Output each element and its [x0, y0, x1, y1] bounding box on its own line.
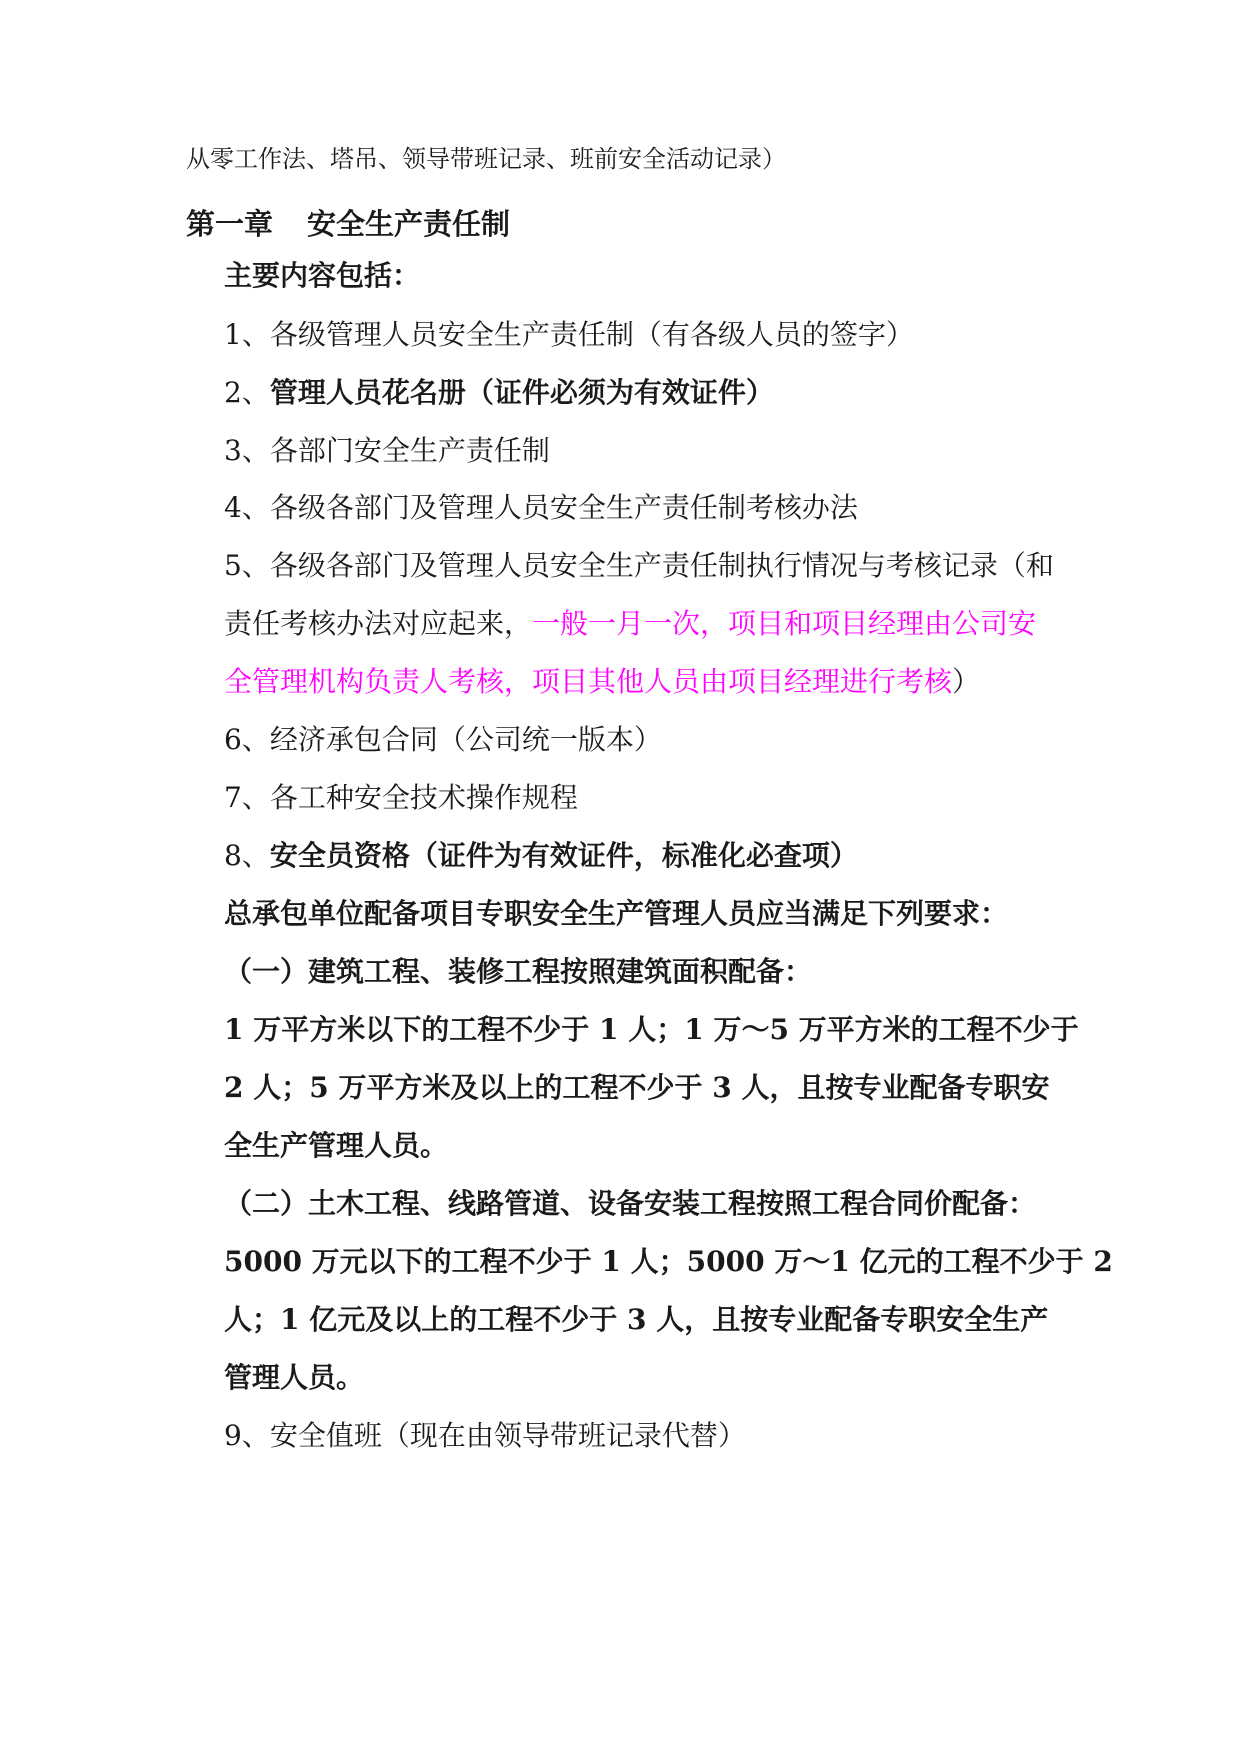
item-5-line-3 [224, 665, 981, 698]
part-1-line-3: 全生产管理人员。 [224, 1129, 449, 1162]
item-9: 9、安全值班（现在由领导带班记录代替） [224, 1419, 746, 1452]
item-5-line-3-end: ） [952, 665, 981, 698]
item-7: 7、各工种安全技术操作规程 [224, 781, 578, 814]
part-2-title: （二）土木工程、线路管道、设备安装工程按照工程合同价配备： [224, 1187, 1037, 1220]
item-5-line-2-plain: 责任考核办法对应起来， [224, 607, 533, 640]
chapter-title: 安全生产责任制 [307, 207, 511, 241]
item-2-text: 管理人员花名册（证件必须为有效证件） [269, 376, 774, 409]
item-2-number: 2、 [224, 376, 270, 409]
item-6: 6、经济承包合同（公司统一版本） [224, 723, 662, 756]
chapter-number: 第一章 [186, 207, 274, 241]
item-5-line-2 [224, 607, 1037, 640]
item-3: 3、各部门安全生产责任制 [224, 434, 550, 467]
requirements-heading: 总承包单位配备项目专职安全生产管理人员应当满足下列要求： [224, 897, 1009, 930]
item-8-number: 8、 [224, 839, 270, 872]
item-8 [224, 839, 858, 872]
item-8-text: 安全员资格（证件为有效证件，标准化必查项） [269, 839, 858, 872]
main-heading: 主要内容包括： [224, 259, 421, 292]
item-4: 4、各级各部门及管理人员安全生产责任制考核办法 [224, 491, 858, 524]
part-2-line-2: 人；1 亿元及以上的工程不少于 3 人，且按专业配备专职安全生产 [224, 1303, 1049, 1336]
intro-line: 从零工作法、塔吊、领导带班记录、班前安全活动记录） [186, 145, 786, 173]
item-1: 1、各级管理人员安全生产责任制（有各级人员的签字） [224, 318, 914, 351]
chapter-heading [186, 207, 511, 241]
part-2-line-3: 管理人员。 [224, 1361, 365, 1394]
part-2-line-1: 5000 万元以下的工程不少于 1 人；5000 万～1 亿元的工程不少于 2 [224, 1245, 1113, 1278]
part-1-line-1: 1 万平方米以下的工程不少于 1 人；1 万～5 万平方米的工程不少于 [224, 1013, 1079, 1046]
item-2 [224, 376, 774, 409]
part-1-line-2: 2 人；5 万平方米及以上的工程不少于 3 人，且按专业配备专职安 [224, 1071, 1050, 1104]
item-5-line-2-highlight: 一般一月一次，项目和项目经理由公司安 [532, 607, 1037, 640]
item-5-line-1: 5、各级各部门及管理人员安全生产责任制执行情况与考核记录（和 [224, 549, 1054, 582]
part-1-title: （一）建筑工程、装修工程按照建筑面积配备： [224, 955, 813, 988]
item-5-line-3-highlight: 全管理机构负责人考核，项目其他人员由项目经理进行考核 [224, 665, 953, 698]
